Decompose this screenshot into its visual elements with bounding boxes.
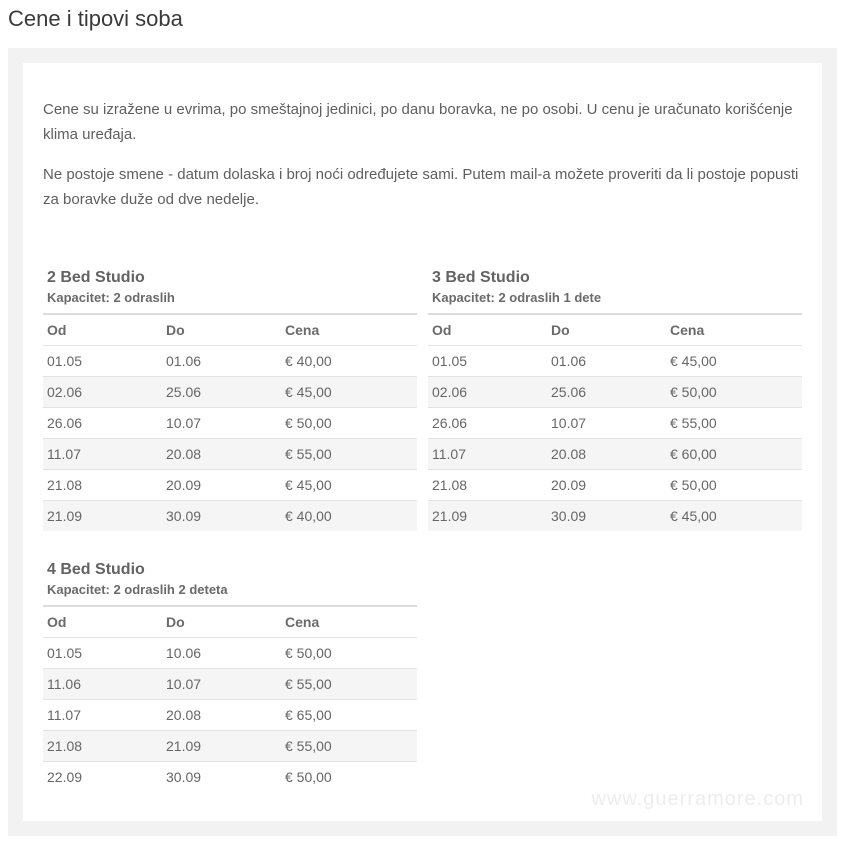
cell-cena: € 55,00 [281, 731, 417, 762]
cell-od: 22.09 [43, 762, 162, 793]
room-capacity: Kapacitet: 2 odraslih 2 deteta [47, 582, 228, 597]
cell-od: 26.06 [428, 408, 547, 439]
column-header-cena: Cena [285, 322, 320, 338]
cell-cena: € 50,00 [281, 408, 417, 439]
cell-do: 30.09 [547, 501, 666, 532]
cell-od: 26.06 [43, 408, 162, 439]
intro-text [43, 97, 803, 227]
cell-do: 01.06 [162, 346, 281, 377]
cell-cena: € 65,00 [281, 700, 417, 731]
cell-do: 20.08 [547, 439, 666, 470]
table-row [43, 470, 417, 501]
cell-do: 25.06 [162, 377, 281, 408]
cell-do: 01.06 [547, 346, 666, 377]
table-row [43, 762, 417, 793]
table-row [43, 377, 417, 408]
cell-cena: € 45,00 [666, 346, 802, 377]
table-row [43, 700, 417, 731]
cell-do: 25.06 [547, 377, 666, 408]
table-row [43, 501, 417, 532]
table-row [428, 346, 802, 377]
cell-od: 01.05 [43, 346, 162, 377]
column-header-cena: Cena [285, 614, 320, 630]
column-header-od: Od [47, 322, 67, 338]
cell-cena: € 45,00 [281, 377, 417, 408]
page-title: Cene i tipovi soba [8, 6, 183, 31]
cell-cena: € 40,00 [281, 346, 417, 377]
cell-od: 21.08 [43, 731, 162, 762]
cell-do: 20.08 [162, 439, 281, 470]
table-row [428, 377, 802, 408]
cell-od: 01.05 [428, 346, 547, 377]
cell-cena: € 50,00 [666, 377, 802, 408]
cell-cena: € 55,00 [281, 439, 417, 470]
cell-cena: € 55,00 [281, 669, 417, 700]
cell-do: 10.07 [162, 408, 281, 439]
cell-cena: € 50,00 [281, 638, 417, 669]
table-row [428, 408, 802, 439]
price-table [43, 605, 417, 792]
cell-cena: € 40,00 [281, 501, 417, 532]
cell-od: 01.05 [43, 638, 162, 669]
cell-cena: € 50,00 [281, 762, 417, 793]
cell-od: 21.09 [428, 501, 547, 532]
cell-od: 21.09 [43, 501, 162, 532]
cell-cena: € 60,00 [666, 439, 802, 470]
intro-paragraph-1: Cene su izražene u evrima, po smeštajnoj jedinici, po danu boravka, ne po osobi. U cenu je uračunato korišćenje klima uređaja. [43, 101, 793, 143]
content-panel [23, 63, 822, 821]
room-title: 2 Bed Studio [47, 269, 145, 286]
cell-cena: € 55,00 [666, 408, 802, 439]
cell-od: 02.06 [428, 377, 547, 408]
table-row [428, 470, 802, 501]
table-row [43, 439, 417, 470]
watermark-text: www.guerramore.com [591, 788, 804, 810]
cell-od: 11.07 [428, 439, 547, 470]
cell-do: 20.09 [162, 470, 281, 501]
cell-cena: € 45,00 [281, 470, 417, 501]
room-title: 3 Bed Studio [432, 269, 530, 286]
column-header-od: Od [432, 322, 452, 338]
cell-do: 21.09 [162, 731, 281, 762]
cell-do: 10.07 [547, 408, 666, 439]
column-header-do: Do [166, 614, 185, 630]
cell-do: 30.09 [162, 501, 281, 532]
column-header-do: Do [551, 322, 570, 338]
cell-od: 21.08 [43, 470, 162, 501]
cell-do: 10.06 [162, 638, 281, 669]
column-header-do: Do [166, 322, 185, 338]
cell-od: 11.06 [43, 669, 162, 700]
room-3-bed-studio [428, 267, 802, 531]
cell-od: 02.06 [43, 377, 162, 408]
room-2-bed-studio [43, 267, 417, 531]
table-row [428, 501, 802, 532]
intro-paragraph-2: Ne postoje smene - datum dolaska i broj noći određujete sami. Putem mail-a možete proveriti da li postoje popusti za boravke duže od dve nedelje. [43, 166, 799, 208]
room-capacity: Kapacitet: 2 odraslih [47, 290, 175, 305]
room-title: 4 Bed Studio [47, 561, 145, 578]
table-row [43, 638, 417, 669]
room-capacity: Kapacitet: 2 odraslih 1 dete [432, 290, 602, 305]
table-row [43, 346, 417, 377]
cell-do: 30.09 [162, 762, 281, 793]
price-table [428, 313, 802, 531]
table-row [428, 439, 802, 470]
table-row [43, 669, 417, 700]
cell-do: 20.08 [162, 700, 281, 731]
cell-od: 21.08 [428, 470, 547, 501]
cell-do: 10.07 [162, 669, 281, 700]
column-header-cena: Cena [670, 322, 705, 338]
table-header-row [43, 314, 417, 346]
cell-cena: € 50,00 [666, 470, 802, 501]
cell-od: 11.07 [43, 700, 162, 731]
content-frame [8, 48, 837, 836]
column-header-od: Od [47, 614, 67, 630]
room-4-bed-studio [43, 559, 417, 792]
cell-cena: € 45,00 [666, 501, 802, 532]
table-row [43, 408, 417, 439]
table-header-row [43, 606, 417, 638]
cell-do: 20.09 [547, 470, 666, 501]
price-table [43, 313, 417, 531]
cell-od: 11.07 [43, 439, 162, 470]
table-header-row [428, 314, 802, 346]
table-row [43, 731, 417, 762]
